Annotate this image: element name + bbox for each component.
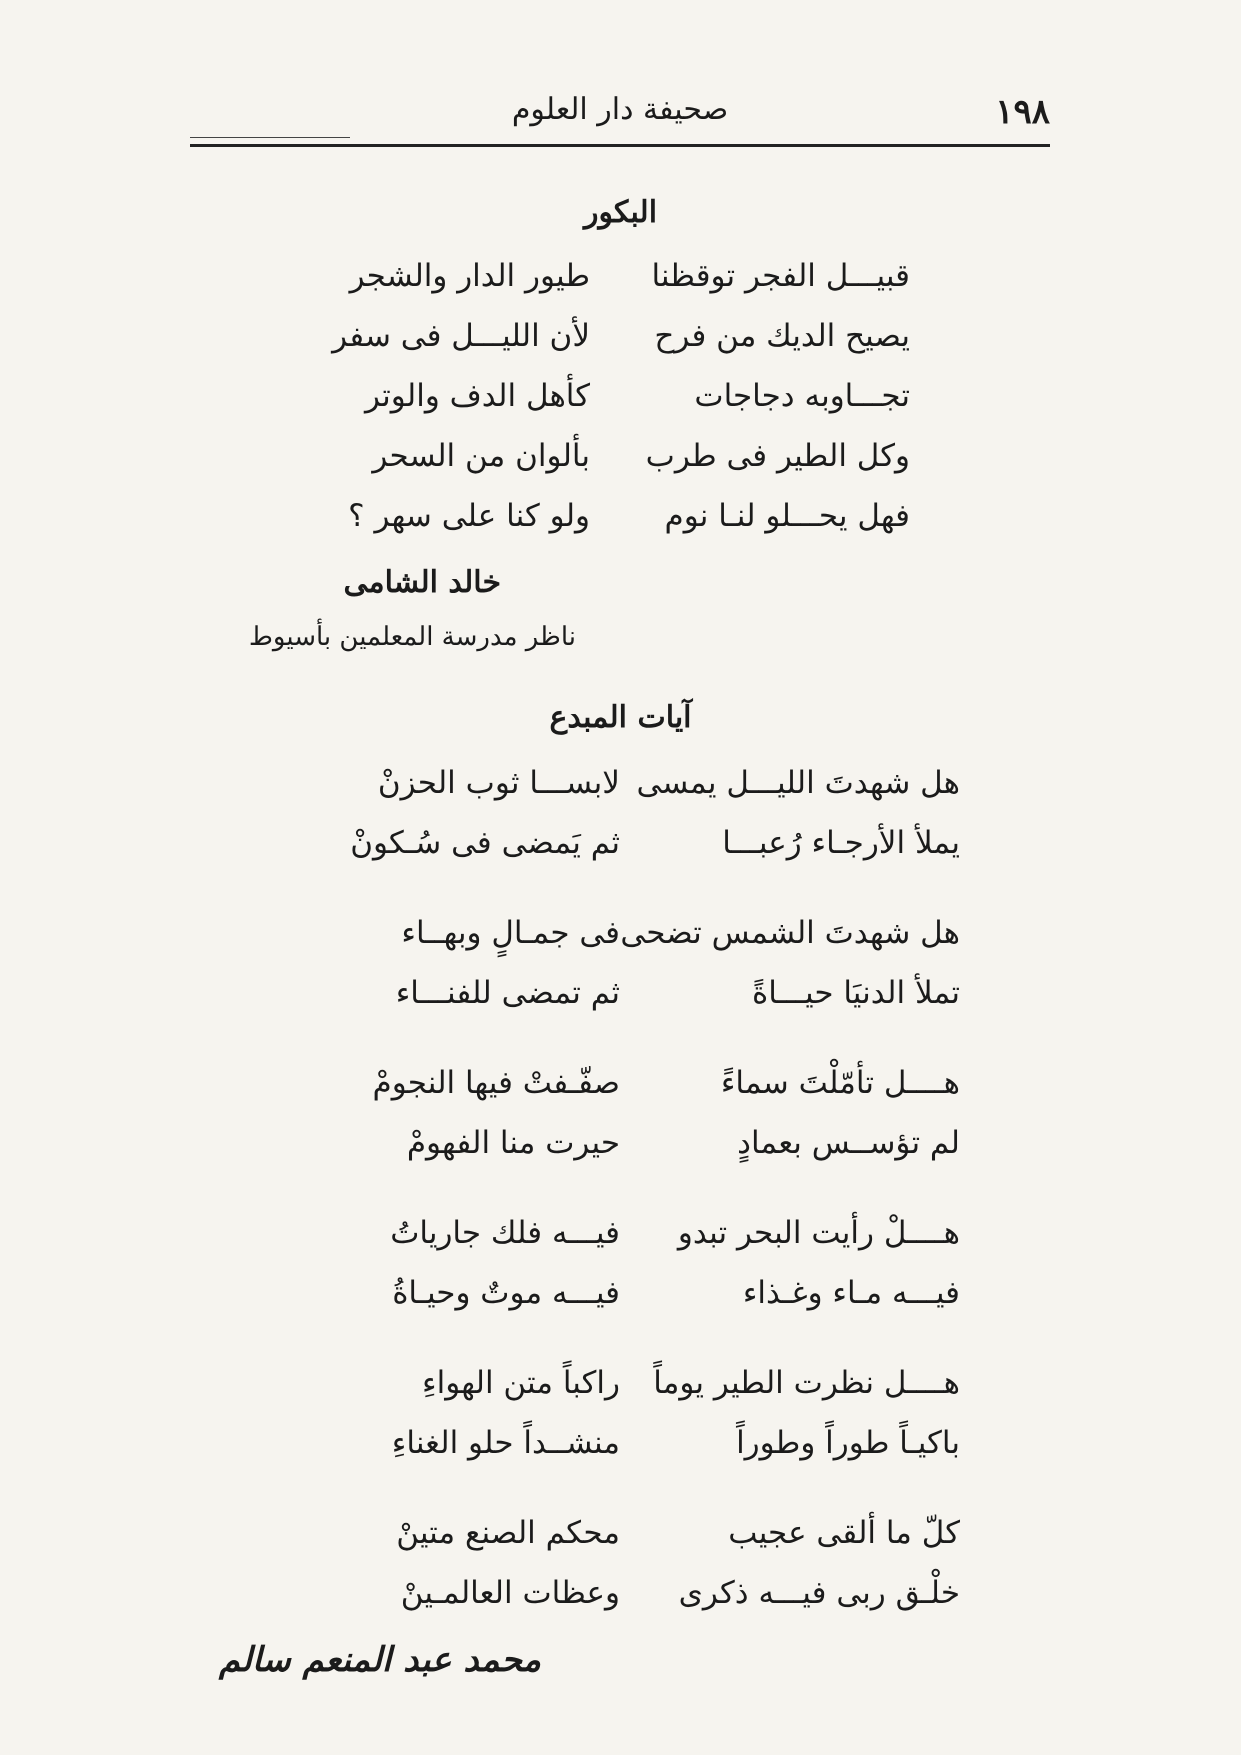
hemistich-first: هــــل نظرت الطير يوماً [653,1365,960,1401]
verse [280,1575,960,1625]
verse [280,1425,960,1475]
hemistich-second: حيرت منا الفهومْ [406,1125,620,1161]
hemistich-second: راكباً متن الهواءِ [422,1365,620,1401]
hemistich-first: قبيـــل الفجر توقظنا [651,258,910,294]
hemistich-second: بألوان من السحر [372,438,590,474]
page-number: ١٩٨ [995,92,1050,132]
page-header [190,88,1050,138]
verse [330,258,910,308]
hemistich-first: كلّ ما ألقى عجيب [728,1515,960,1551]
hemistich-first: وكل الطير فى طرب [645,438,910,474]
hemistich-first: فهل يحـــلو لنـا نوم [664,498,910,534]
verse [280,1365,960,1415]
hemistich-second: ثم تمضى للفنـــاء [395,975,620,1011]
hemistich-second: فى جمـالٍ وبهــاء [401,915,620,951]
hemistich-first: هل شهدتَ الليـــل يمسى [636,765,960,801]
verse [280,915,960,965]
hemistich-first: هــــل تأمّلْتَ سماءً [720,1065,960,1101]
hemistich-first: هل شهدتَ الشمس تضحى [620,915,960,951]
hemistich-second: ثم يَمضى فى سُـكونْ [350,825,620,861]
hemistich-second: محكم الصنع متينْ [396,1515,620,1551]
hemistich-second: منشــداً حلو الغناءِ [391,1425,620,1461]
header-rule [190,144,1050,147]
hemistich-second: ولو كنا على سهر ؟ [348,498,590,534]
hemistich-second: طيور الدار والشجر [349,258,590,294]
hemistich-first: تملأ الدنيَا حيـــاةً [752,975,960,1011]
verse [280,1215,960,1265]
verse [280,825,960,875]
hemistich-second: كأهل الدف والوتر [365,378,590,414]
verse [280,765,960,815]
hemistich-first: يصيح الديك من فرح [654,318,910,354]
hemistich-first: يملأ الأرجـاء رُعبـــا [722,825,960,861]
verse [330,438,910,488]
verse [280,975,960,1025]
hemistich-first: خلْـق ربى فيـــه ذكرى [678,1575,960,1611]
verse [330,498,910,548]
header-rule-thin [190,137,350,138]
verse [280,1515,960,1565]
hemistich-first: هــــلْ رأيت البحر تبدو [677,1215,960,1251]
hemistich-second: لأن الليـــل فى سفر [332,318,590,354]
hemistich-second: وعظات العالمـينْ [400,1575,620,1611]
verse [280,1275,960,1325]
poem-1-author: خالد الشامى [343,565,501,600]
poem-1-title: البكور [583,195,658,230]
poem-1-affiliation: ناظر مدرسة المعلمين بأسيوط [248,622,576,652]
hemistich-first: لم تؤســس بعمادٍ [737,1125,960,1161]
hemistich-second: فيـــه موتٌ وحيـاةُ [392,1275,620,1311]
hemistich-second: صفّـفتْ فيها النجومْ [372,1065,620,1101]
hemistich-first: باكيـاً طوراً وطوراً [736,1425,960,1461]
verse [280,1125,960,1175]
verse [330,318,910,368]
poem-2-title: آيات المبدع [549,700,692,735]
hemistich-first: فيـــه مـاء وغـذاء [742,1275,960,1311]
hemistich-second: لابســـا ثوب الحزنْ [377,765,620,801]
poem-2-signature: محمد عبد المنعم سالم [218,1640,541,1680]
hemistich-second: فيـــه فلك جارياتُ [390,1215,620,1251]
running-title: صحيفة دار العلوم [511,92,729,127]
hemistich-first: تجـــاوبه دجاجات [694,378,910,414]
verse [330,378,910,428]
verse [280,1065,960,1115]
